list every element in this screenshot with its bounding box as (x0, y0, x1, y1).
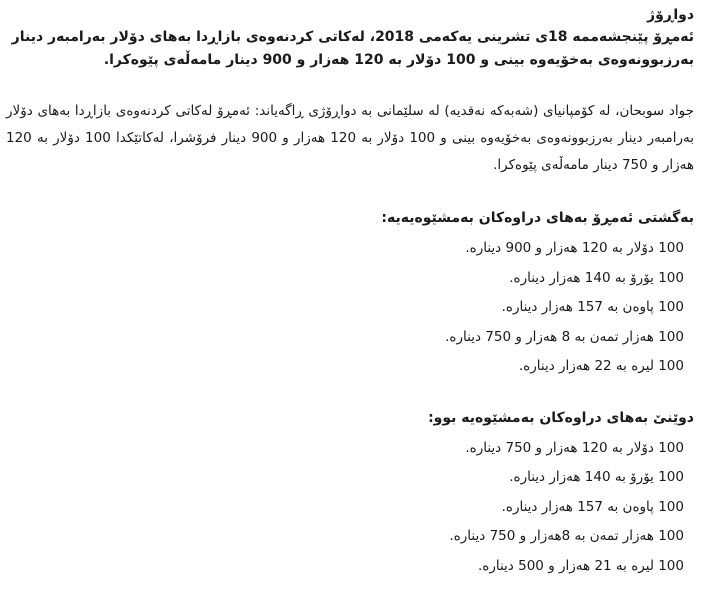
yesterday-rate-usd: 100 دۆلار بە 120 هەزار و 750 دینارە. (465, 439, 684, 456)
article-source: دواڕۆژ (647, 7, 694, 23)
yesterday-rate-gbp: 100 پاوەن بە 157 هەزار دینارە. (501, 498, 684, 515)
today-rate-irr: 100 هەزار تمەن بە 8 هەزار و 750 دینارە. (445, 328, 684, 345)
today-rate-try: 100 لیرە بە 22 هەزار دینارە. (518, 358, 684, 374)
yesterday-rate-eur: 100 یۆرۆ بە 140 هەزار دینارە. (509, 469, 684, 485)
yesterday-rates-heading: دوێنێ بەهای دراوەکان بەمشێوەیە بوو: (428, 409, 694, 426)
today-rate-eur: 100 یۆرۆ بە 140 هەزار دینارە. (509, 269, 684, 286)
yesterday-rate-try: 100 لیرە بە 21 هەزار و 500 دینارە. (477, 557, 684, 574)
yesterday-rates-list (6, 434, 694, 582)
today-rates-list (6, 234, 694, 382)
today-rate-gbp: 100 پاوەن بە 157 هەزار دینارە. (501, 299, 684, 315)
article-lead: ئەمڕۆ پێنجشەممە 18ی تشرینی یەکەمی 2018، لەکاتی کردنەوەی بازاڕدا بەهای دۆلار بەرامبەر دینار بەرزبوونەوەی بەخۆیەوە بینی و 100 دۆلار بە 120 هەزار و 900 دینار مامەڵەی پێوەکرا. (11, 29, 694, 68)
yesterday-rate-irr: 100 هەزار تمەن بە 8هەزار و 750 دینارە. (449, 528, 684, 544)
article-body-paragraph: جواد سوبحان، لە کۆمپانیای (شەبەکە نەقدیە) لە سلێمانی بە دواڕۆژی ڕاگەیاند: ئەمڕۆ لەکاتی کردنەوەی بازاڕدا بەهای دۆلار بەرامبەر دینار بەرزبوونەوەی بەخۆیەوە بینی و 100 دۆلار بە 120 هەزار و 900 دینار فرۆشرا، لەکاتێکدا 100 دۆلار بە 120 هەزار و 750 دینار مامەڵەی پێوەکرا. (6, 103, 694, 173)
today-rate-usd: 100 دۆلار بە 120 هەزار و 900 دینارە. (465, 240, 684, 256)
today-rates-heading: بەگشتی ئەمڕۆ بەهای دراوەکان بەمشێوەیەیە: (381, 210, 694, 226)
